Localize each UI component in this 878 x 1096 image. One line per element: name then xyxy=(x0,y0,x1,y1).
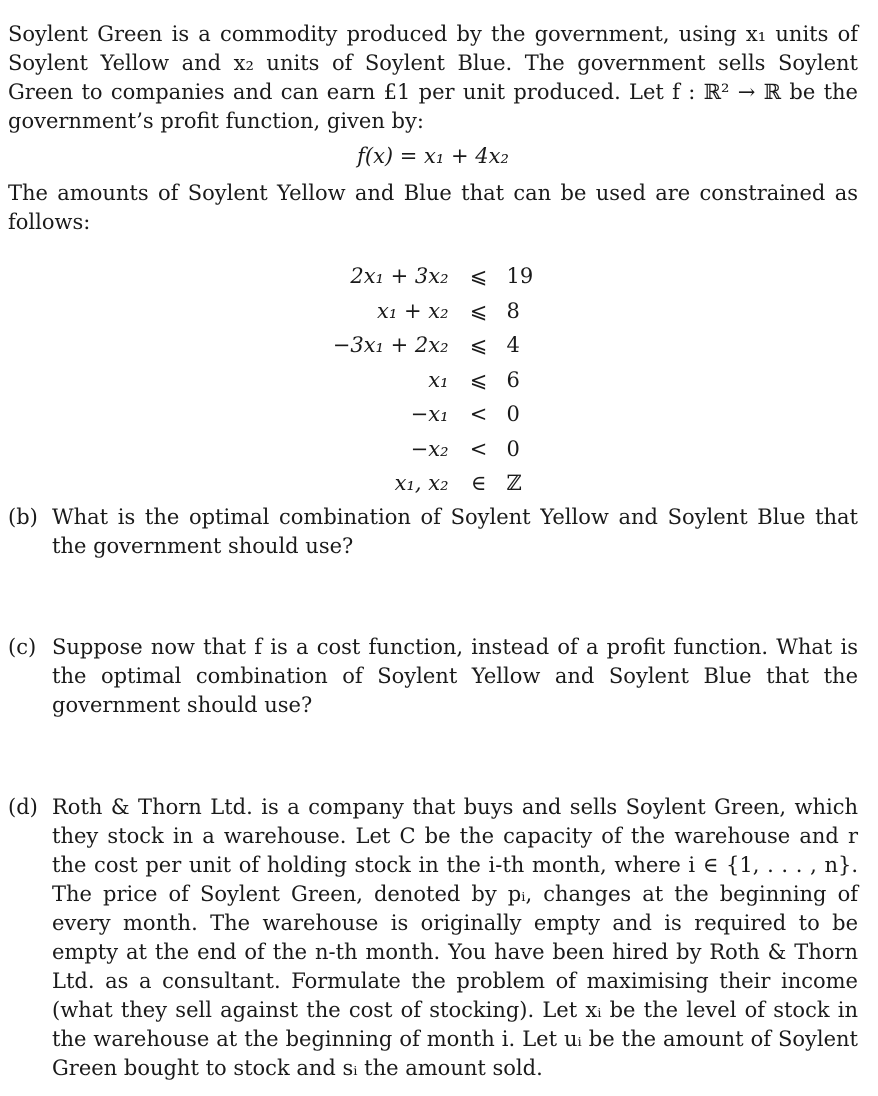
profit-formula: f(x) = x₁ + 4x₂ xyxy=(357,144,509,168)
question-label: (c) xyxy=(8,635,37,659)
constraint-rhs: 6 xyxy=(506,367,520,392)
constraint-rhs: 4 xyxy=(506,333,520,357)
constraint-lhs: x₁ + x₂ xyxy=(377,298,449,323)
constraint-lhs: x₁ xyxy=(428,367,449,392)
question-label: (b) xyxy=(8,505,38,529)
question-label: (d) xyxy=(8,795,38,819)
problem-sheet xyxy=(8,20,858,1080)
constraint-relation: ⩽ xyxy=(469,298,488,323)
question-text: What is the optimal combination of Soylent Yellow and Soylent Blue that the government should use? xyxy=(52,505,858,558)
constraint-relation: < xyxy=(469,436,488,461)
constraint-rhs: 19 xyxy=(506,264,534,288)
constraint-relation: ⩽ xyxy=(469,367,488,392)
intro-paragraph: Soylent Green is a commodity produced by the government, using x₁ units of Soylent Yellow and x₂ units of Soylent Blue. The government sells Soylent Green to companies and can earn £1 per unit produced. Let f : ℝ² → ℝ be the government’s profit function, given by: xyxy=(8,22,858,133)
constraint-lhs: x₁, x₂ xyxy=(394,471,449,495)
question-b xyxy=(8,503,858,561)
question-text: Roth & Thorn Ltd. is a company that buys and sells Soylent Green, which they stock in a warehouse. Let C be the capacity of the warehouse and r the cost per unit of holding stock in the i-th month, where i ∈ {1, . . . , n}. The price of Soylent Green, denoted by pᵢ, changes at the beginning of every month. The warehouse is originally empty and is required to be empty at the end of the n-th month. You have been hired by Roth & Thorn Ltd. as a consultant. Formulate the problem of maximising their income (what they sell against the cost of stocking). Let xᵢ be the level of stock in the warehouse at the beginning of month i. Let uᵢ be the amount of Soylent Green bought to stock and sᵢ the amount sold. xyxy=(52,795,858,1080)
constraints-intro: The amounts of Soylent Yellow and Blue that can be used are constrained as follows: xyxy=(8,181,858,234)
constraint-rhs: ℤ xyxy=(506,471,522,495)
constraint-lhs: −x₂ xyxy=(410,436,449,461)
constraint-row xyxy=(333,432,534,467)
constraint-row xyxy=(333,466,534,501)
constraint-rhs: 8 xyxy=(506,298,520,323)
constraint-row xyxy=(333,397,534,432)
constraint-lhs: −x₁ xyxy=(410,402,449,426)
constraint-row xyxy=(333,363,534,398)
constraint-row xyxy=(333,259,534,294)
constraints-table xyxy=(333,259,534,501)
constraint-relation: ⩽ xyxy=(469,333,488,357)
constraint-rhs: 0 xyxy=(506,436,520,461)
constraint-relation: ∈ xyxy=(470,471,487,495)
constraint-relation: < xyxy=(469,402,488,426)
constraint-row xyxy=(333,328,534,363)
question-c xyxy=(8,633,858,720)
constraint-lhs: −3x₁ + 2x₂ xyxy=(332,333,449,357)
constraint-relation: ⩽ xyxy=(469,264,488,288)
constraint-rhs: 0 xyxy=(506,402,520,426)
question-text: Suppose now that f is a cost function, instead of a profit function. What is the optimal combination of Soylent Yellow and Soylent Blue that the government should use? xyxy=(52,635,858,717)
constraint-row xyxy=(333,294,534,329)
constraint-lhs: 2x₁ + 3x₂ xyxy=(350,264,449,288)
question-d xyxy=(8,793,858,1083)
